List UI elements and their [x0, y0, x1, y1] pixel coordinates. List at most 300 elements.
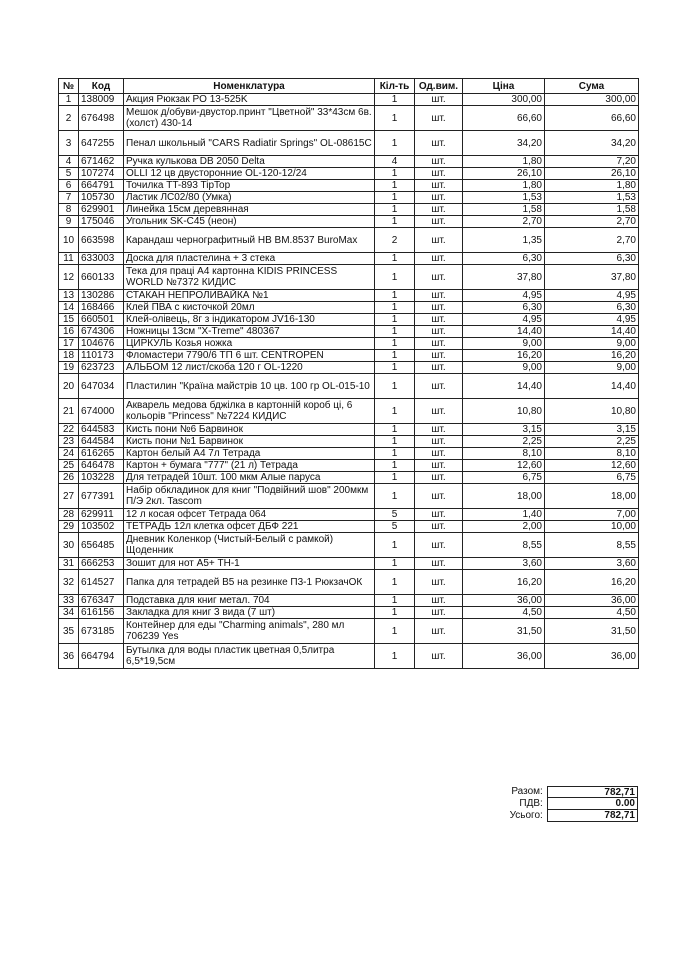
item-code: 644584	[79, 436, 124, 448]
item-name: Кисть пони №6 Барвинок	[124, 424, 375, 436]
item-code: 629911	[79, 509, 124, 521]
item-name: Клей-олівець, 8г з індикатором JV16-130	[124, 314, 375, 326]
item-unit: шт.	[415, 399, 463, 424]
row-number: 28	[59, 509, 79, 521]
item-code: 107274	[79, 168, 124, 180]
item-unit: шт.	[415, 570, 463, 595]
item-price: 14,40	[463, 374, 545, 399]
row-number: 3	[59, 131, 79, 156]
table-row	[59, 399, 639, 424]
row-number: 11	[59, 253, 79, 265]
item-unit: шт.	[415, 216, 463, 228]
row-number: 25	[59, 460, 79, 472]
row-number: 10	[59, 228, 79, 253]
subtotal-value: 782,71	[547, 786, 638, 798]
item-code: 644583	[79, 424, 124, 436]
item-price: 1,53	[463, 192, 545, 204]
item-price: 2,00	[463, 521, 545, 533]
item-code: 110173	[79, 350, 124, 362]
row-number: 2	[59, 106, 79, 131]
table-row	[59, 253, 639, 265]
item-quantity: 1	[375, 204, 415, 216]
item-code: 105730	[79, 192, 124, 204]
item-quantity: 5	[375, 509, 415, 521]
item-code: 629901	[79, 204, 124, 216]
item-sum: 2,70	[545, 228, 639, 253]
invoice-table	[58, 78, 639, 669]
item-sum: 12,60	[545, 460, 639, 472]
table-row	[59, 216, 639, 228]
table-row	[59, 484, 639, 509]
item-unit: шт.	[415, 338, 463, 350]
row-number: 14	[59, 302, 79, 314]
item-price: 31,50	[463, 619, 545, 644]
item-code: 103502	[79, 521, 124, 533]
table-row	[59, 644, 639, 669]
item-sum: 10,00	[545, 521, 639, 533]
item-name: Пенал школьный "CARS Radiatir Springs" OL-08615C	[124, 131, 375, 156]
item-quantity: 2	[375, 228, 415, 253]
item-sum: 1,80	[545, 180, 639, 192]
item-unit: шт.	[415, 253, 463, 265]
item-sum: 26,10	[545, 168, 639, 180]
item-name: Точилка TT-893 TipTop	[124, 180, 375, 192]
item-unit: шт.	[415, 265, 463, 290]
table-row	[59, 460, 639, 472]
item-quantity: 1	[375, 192, 415, 204]
table-row	[59, 362, 639, 374]
table-header-row	[59, 79, 639, 94]
item-sum: 6,75	[545, 472, 639, 484]
item-price: 3,60	[463, 558, 545, 570]
row-number: 20	[59, 374, 79, 399]
item-quantity: 1	[375, 314, 415, 326]
vat-row	[436, 798, 638, 810]
table-row	[59, 168, 639, 180]
item-quantity: 1	[375, 472, 415, 484]
item-name: АЛЬБОМ 12 лист/скоба 120 г OL-1220	[124, 362, 375, 374]
item-quantity: 1	[375, 326, 415, 338]
item-sum: 1,53	[545, 192, 639, 204]
table-row	[59, 521, 639, 533]
item-name: Клей ПВА с кисточкой 20мл	[124, 302, 375, 314]
item-quantity: 1	[375, 460, 415, 472]
item-code: 614527	[79, 570, 124, 595]
item-unit: шт.	[415, 448, 463, 460]
item-code: 676347	[79, 595, 124, 607]
table-row	[59, 326, 639, 338]
row-number: 26	[59, 472, 79, 484]
item-code: 646478	[79, 460, 124, 472]
item-code: 103228	[79, 472, 124, 484]
row-number: 4	[59, 156, 79, 168]
row-number: 6	[59, 180, 79, 192]
row-number: 16	[59, 326, 79, 338]
table-row	[59, 192, 639, 204]
item-price: 16,20	[463, 570, 545, 595]
item-code: 663598	[79, 228, 124, 253]
item-name: Контейнер для еды "Charming animals", 280 мл 706239 Yes	[124, 619, 375, 644]
item-name: Дневник Коленкор (Чистый-Белый с рамкой) Щоденник	[124, 533, 375, 558]
row-number: 21	[59, 399, 79, 424]
item-quantity: 1	[375, 595, 415, 607]
item-name: Бутылка для воды пластик цветная 0,5литра 6,5*19,5см	[124, 644, 375, 669]
totals-block	[436, 786, 638, 822]
item-quantity: 1	[375, 265, 415, 290]
table-row	[59, 338, 639, 350]
item-code: 660501	[79, 314, 124, 326]
item-name: Ластик ЛС02/80 (Умка)	[124, 192, 375, 204]
table-row	[59, 570, 639, 595]
item-name: Пластилин "Країна майстрів 10 цв. 100 гр OL-015-10	[124, 374, 375, 399]
item-sum: 300,00	[545, 94, 639, 106]
item-code: 673185	[79, 619, 124, 644]
item-price: 37,80	[463, 265, 545, 290]
item-price: 6,30	[463, 302, 545, 314]
item-sum: 16,20	[545, 570, 639, 595]
row-number: 34	[59, 607, 79, 619]
item-unit: шт.	[415, 168, 463, 180]
item-price: 2,25	[463, 436, 545, 448]
item-code: 664794	[79, 644, 124, 669]
item-sum: 2,25	[545, 436, 639, 448]
item-unit: шт.	[415, 94, 463, 106]
table-row	[59, 290, 639, 302]
item-name: OLLI 12 цв двусторонние OL-120-12/24	[124, 168, 375, 180]
item-sum: 7,00	[545, 509, 639, 521]
item-price: 9,00	[463, 362, 545, 374]
item-price: 1,80	[463, 156, 545, 168]
item-code: 130286	[79, 290, 124, 302]
item-quantity: 1	[375, 374, 415, 399]
item-sum: 37,80	[545, 265, 639, 290]
row-number: 8	[59, 204, 79, 216]
item-price: 4,95	[463, 290, 545, 302]
item-unit: шт.	[415, 460, 463, 472]
item-sum: 4,95	[545, 314, 639, 326]
item-unit: шт.	[415, 472, 463, 484]
item-quantity: 1	[375, 253, 415, 265]
item-price: 3,15	[463, 424, 545, 436]
item-quantity: 1	[375, 448, 415, 460]
item-code: 664791	[79, 180, 124, 192]
item-code: 104676	[79, 338, 124, 350]
item-code: 647034	[79, 374, 124, 399]
table-row	[59, 302, 639, 314]
item-name: Кисть пони №1 Барвинок	[124, 436, 375, 448]
item-sum: 66,60	[545, 106, 639, 131]
item-unit: шт.	[415, 595, 463, 607]
item-quantity: 1	[375, 619, 415, 644]
item-price: 4,50	[463, 607, 545, 619]
item-sum: 7,20	[545, 156, 639, 168]
item-unit: шт.	[415, 521, 463, 533]
table-row	[59, 533, 639, 558]
item-sum: 8,10	[545, 448, 639, 460]
item-price: 6,75	[463, 472, 545, 484]
table-row	[59, 595, 639, 607]
table-row	[59, 424, 639, 436]
item-name: Фломастери 7790/6 TП 6 шт. CENTROPEN	[124, 350, 375, 362]
item-sum: 4,50	[545, 607, 639, 619]
item-name: Картон + бумага "777" (21 л) Тетрада	[124, 460, 375, 472]
table-row	[59, 472, 639, 484]
invoice-rows	[59, 94, 639, 669]
table-row	[59, 619, 639, 644]
item-name: Ручка кулькова DB 2050 Delta	[124, 156, 375, 168]
item-quantity: 1	[375, 484, 415, 509]
item-sum: 14,40	[545, 326, 639, 338]
item-unit: шт.	[415, 302, 463, 314]
item-code: 168466	[79, 302, 124, 314]
item-unit: шт.	[415, 106, 463, 131]
table-row	[59, 106, 639, 131]
item-sum: 9,00	[545, 338, 639, 350]
item-sum: 16,20	[545, 350, 639, 362]
header-sum: Сума	[545, 79, 639, 94]
item-sum: 18,00	[545, 484, 639, 509]
item-name: Линейка 15см деревянная	[124, 204, 375, 216]
table-row	[59, 314, 639, 326]
item-code: 660133	[79, 265, 124, 290]
row-number: 19	[59, 362, 79, 374]
item-code: 671462	[79, 156, 124, 168]
table-row	[59, 558, 639, 570]
row-number: 1	[59, 94, 79, 106]
row-number: 32	[59, 570, 79, 595]
item-code: 656485	[79, 533, 124, 558]
header-num: №	[59, 79, 79, 94]
row-number: 33	[59, 595, 79, 607]
item-quantity: 1	[375, 168, 415, 180]
table-row	[59, 228, 639, 253]
header-price: Ціна	[463, 79, 545, 94]
item-price: 12,60	[463, 460, 545, 472]
item-price: 16,20	[463, 350, 545, 362]
table-row	[59, 374, 639, 399]
row-number: 31	[59, 558, 79, 570]
item-sum: 14,40	[545, 374, 639, 399]
item-unit: шт.	[415, 228, 463, 253]
item-quantity: 4	[375, 156, 415, 168]
item-price: 1,35	[463, 228, 545, 253]
row-number: 30	[59, 533, 79, 558]
item-quantity: 1	[375, 338, 415, 350]
item-unit: шт.	[415, 131, 463, 156]
vat-value: 0.00	[547, 798, 638, 810]
item-sum: 9,00	[545, 362, 639, 374]
header-name: Номенклатура	[124, 79, 375, 94]
item-name: Акварель медова бджілка в картонній короб ці, 6 кольорів "Princess" №7224 КИДИС	[124, 399, 375, 424]
row-number: 13	[59, 290, 79, 302]
item-name: ЦИРКУЛЬ Козья ножка	[124, 338, 375, 350]
item-unit: шт.	[415, 484, 463, 509]
vat-label: ПДВ:	[519, 798, 543, 809]
item-code: 674306	[79, 326, 124, 338]
item-code: 666253	[79, 558, 124, 570]
item-name: СТАКАН НЕПРОЛИВАЙКА №1	[124, 290, 375, 302]
item-sum: 3,60	[545, 558, 639, 570]
item-quantity: 1	[375, 607, 415, 619]
item-quantity: 1	[375, 644, 415, 669]
item-quantity: 5	[375, 521, 415, 533]
row-number: 36	[59, 644, 79, 669]
item-quantity: 1	[375, 424, 415, 436]
item-sum: 6,30	[545, 302, 639, 314]
table-row	[59, 156, 639, 168]
item-unit: шт.	[415, 436, 463, 448]
item-sum: 1,58	[545, 204, 639, 216]
row-number: 23	[59, 436, 79, 448]
item-unit: шт.	[415, 424, 463, 436]
table-row	[59, 265, 639, 290]
table-row	[59, 94, 639, 106]
item-unit: шт.	[415, 326, 463, 338]
header-unit: Од.вим.	[415, 79, 463, 94]
subtotal-row	[436, 786, 638, 798]
item-unit: шт.	[415, 619, 463, 644]
item-name: Подставка для книг метал. 704	[124, 595, 375, 607]
item-sum: 4,95	[545, 290, 639, 302]
item-code: 676498	[79, 106, 124, 131]
item-price: 300,00	[463, 94, 545, 106]
item-unit: шт.	[415, 180, 463, 192]
item-price: 6,30	[463, 253, 545, 265]
item-price: 1,40	[463, 509, 545, 521]
total-row	[436, 810, 638, 822]
row-number: 35	[59, 619, 79, 644]
item-unit: шт.	[415, 644, 463, 669]
header-qty: Кіл-ть	[375, 79, 415, 94]
header-code: Код	[79, 79, 124, 94]
item-name: Мешок д/обуви-двустор.принт "Цветной" 33*43см 6в.(холст) 430-14	[124, 106, 375, 131]
item-name: Угольник SK-C45 (неон)	[124, 216, 375, 228]
item-price: 14,40	[463, 326, 545, 338]
item-code: 616156	[79, 607, 124, 619]
item-name: Папка для тетрадей В5 на резинке П3-1 РюкзачОК	[124, 570, 375, 595]
item-name: 12 л косая офсет Тетрада 064	[124, 509, 375, 521]
item-name: Зошит для нот А5+ ТН-1	[124, 558, 375, 570]
item-unit: шт.	[415, 192, 463, 204]
item-sum: 36,00	[545, 595, 639, 607]
total-value: 782,71	[547, 810, 638, 822]
item-price: 36,00	[463, 595, 545, 607]
item-unit: шт.	[415, 607, 463, 619]
item-quantity: 1	[375, 131, 415, 156]
item-price: 8,10	[463, 448, 545, 460]
item-quantity: 1	[375, 350, 415, 362]
item-unit: шт.	[415, 362, 463, 374]
item-unit: шт.	[415, 558, 463, 570]
row-number: 5	[59, 168, 79, 180]
item-quantity: 1	[375, 436, 415, 448]
item-quantity: 1	[375, 399, 415, 424]
item-quantity: 1	[375, 94, 415, 106]
item-unit: шт.	[415, 533, 463, 558]
item-sum: 34,20	[545, 131, 639, 156]
item-name: Акция Рюкзак PO 13-525K	[124, 94, 375, 106]
item-code: 175046	[79, 216, 124, 228]
item-name: Карандаш чернографитный HB BM.8537 BuroMax	[124, 228, 375, 253]
item-name: Набір обкладинок для книг "Подвійний шов" 200мкм П/Э 2кл. Tascom	[124, 484, 375, 509]
subtotal-label: Разом:	[511, 786, 543, 797]
item-sum: 6,30	[545, 253, 639, 265]
item-code: 138009	[79, 94, 124, 106]
item-unit: шт.	[415, 509, 463, 521]
item-quantity: 1	[375, 216, 415, 228]
item-code: 647255	[79, 131, 124, 156]
item-code: 633003	[79, 253, 124, 265]
item-name: Закладка для книг 3 вида (7 шт)	[124, 607, 375, 619]
item-name: Ножницы 13см "X-Treme" 480367	[124, 326, 375, 338]
table-row	[59, 131, 639, 156]
item-sum: 2,70	[545, 216, 639, 228]
item-price: 9,00	[463, 338, 545, 350]
row-number: 18	[59, 350, 79, 362]
item-unit: шт.	[415, 290, 463, 302]
item-price: 4,95	[463, 314, 545, 326]
table-row	[59, 436, 639, 448]
item-sum: 3,15	[545, 424, 639, 436]
item-price: 2,70	[463, 216, 545, 228]
item-quantity: 1	[375, 558, 415, 570]
table-row	[59, 350, 639, 362]
row-number: 29	[59, 521, 79, 533]
item-sum: 8,55	[545, 533, 639, 558]
table-row	[59, 180, 639, 192]
item-name: Для тетрадей 10шт. 100 мкм Алые паруса	[124, 472, 375, 484]
item-name: Доска для пластелина + 3 стека	[124, 253, 375, 265]
item-price: 34,20	[463, 131, 545, 156]
item-sum: 10,80	[545, 399, 639, 424]
item-price: 66,60	[463, 106, 545, 131]
item-price: 1,80	[463, 180, 545, 192]
item-price: 10,80	[463, 399, 545, 424]
item-sum: 36,00	[545, 644, 639, 669]
item-quantity: 1	[375, 106, 415, 131]
item-unit: шт.	[415, 374, 463, 399]
row-number: 17	[59, 338, 79, 350]
row-number: 27	[59, 484, 79, 509]
item-quantity: 1	[375, 570, 415, 595]
item-quantity: 1	[375, 533, 415, 558]
item-code: 616265	[79, 448, 124, 460]
table-row	[59, 509, 639, 521]
item-price: 8,55	[463, 533, 545, 558]
item-quantity: 1	[375, 362, 415, 374]
item-code: 623723	[79, 362, 124, 374]
item-price: 1,58	[463, 204, 545, 216]
item-unit: шт.	[415, 350, 463, 362]
item-name: Тека для праці А4 картонна KIDIS PRINCESS WORLD №7372 КИДИС	[124, 265, 375, 290]
row-number: 22	[59, 424, 79, 436]
total-label: Усього:	[509, 810, 543, 821]
item-code: 677391	[79, 484, 124, 509]
item-unit: шт.	[415, 314, 463, 326]
row-number: 24	[59, 448, 79, 460]
row-number: 9	[59, 216, 79, 228]
item-price: 36,00	[463, 644, 545, 669]
item-unit: шт.	[415, 204, 463, 216]
table-row	[59, 448, 639, 460]
table-row	[59, 204, 639, 216]
item-code: 674000	[79, 399, 124, 424]
item-quantity: 1	[375, 290, 415, 302]
item-quantity: 1	[375, 180, 415, 192]
item-quantity: 1	[375, 302, 415, 314]
item-unit: шт.	[415, 156, 463, 168]
item-name: Картон белый А4 7л Тетрада	[124, 448, 375, 460]
